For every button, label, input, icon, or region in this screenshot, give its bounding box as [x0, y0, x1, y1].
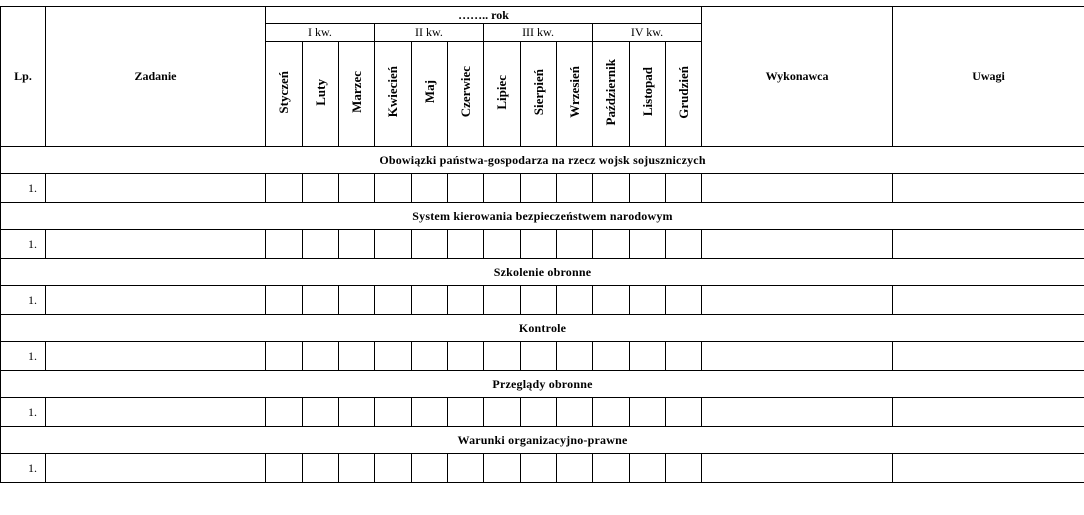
month-cell[interactable] — [630, 174, 666, 203]
remarks-header: Uwagi — [893, 7, 1084, 147]
task-cell[interactable] — [46, 398, 266, 427]
month-cell[interactable] — [339, 454, 375, 483]
remarks-cell[interactable] — [893, 454, 1084, 483]
month-cell[interactable] — [484, 286, 521, 315]
section-title: System kierowania bezpieczeństwem narodowym — [1, 203, 1084, 230]
month-cell[interactable] — [521, 454, 557, 483]
month-header — [521, 42, 557, 147]
plan-table — [0, 6, 1084, 483]
month-cell[interactable] — [412, 230, 448, 259]
month-cell[interactable] — [666, 342, 702, 371]
month-cell[interactable] — [448, 230, 484, 259]
section-title: Przeglądy obronne — [1, 371, 1084, 398]
month-cell[interactable] — [666, 398, 702, 427]
month-cell[interactable] — [630, 454, 666, 483]
month-label: Maj — [421, 80, 437, 104]
month-cell[interactable] — [339, 286, 375, 315]
month-cell[interactable] — [266, 342, 303, 371]
remarks-cell[interactable] — [893, 174, 1084, 203]
month-cell[interactable] — [630, 342, 666, 371]
month-cell[interactable] — [303, 342, 339, 371]
month-cell[interactable] — [557, 454, 593, 483]
table-row — [1, 286, 1084, 315]
month-cell[interactable] — [484, 398, 521, 427]
month-cell[interactable] — [666, 230, 702, 259]
month-label: Grudzień — [675, 65, 691, 119]
month-cell[interactable] — [412, 398, 448, 427]
month-label: Lipiec — [494, 74, 509, 110]
row-number: 1. — [1, 398, 46, 427]
plan-body — [1, 147, 1084, 483]
month-cell[interactable] — [630, 230, 666, 259]
month-cell[interactable] — [521, 342, 557, 371]
month-header — [303, 42, 339, 147]
section-row — [1, 203, 1084, 230]
month-label: Wrzesień — [566, 66, 582, 118]
month-cell[interactable] — [375, 174, 412, 203]
executor-cell[interactable] — [702, 454, 893, 483]
month-cell[interactable] — [339, 174, 375, 203]
month-cell[interactable] — [303, 398, 339, 427]
month-header — [266, 42, 303, 147]
executor-cell[interactable] — [702, 230, 893, 259]
month-cell[interactable] — [448, 342, 484, 371]
month-label: Luty — [312, 78, 328, 106]
month-cell[interactable] — [557, 230, 593, 259]
month-header — [339, 42, 375, 147]
task-cell[interactable] — [46, 286, 266, 315]
month-cell[interactable] — [303, 174, 339, 203]
month-cell[interactable] — [666, 174, 702, 203]
month-cell[interactable] — [484, 454, 521, 483]
month-cell[interactable] — [303, 454, 339, 483]
month-cell[interactable] — [521, 286, 557, 315]
month-label: Październik — [603, 58, 618, 126]
table-row — [1, 454, 1084, 483]
month-label: Listopad — [639, 67, 655, 117]
month-cell[interactable] — [303, 286, 339, 315]
month-label: Sierpień — [530, 68, 546, 116]
table-row — [1, 342, 1084, 371]
year-label: …….. rok — [458, 7, 509, 22]
row-number: 1. — [1, 230, 46, 259]
month-cell[interactable] — [266, 454, 303, 483]
month-cell[interactable] — [557, 286, 593, 315]
section-title: Kontrole — [1, 315, 1084, 342]
executor-cell[interactable] — [702, 286, 893, 315]
month-header — [666, 42, 702, 147]
task-cell[interactable] — [46, 174, 266, 203]
row-number: 1. — [1, 286, 46, 315]
section-row — [1, 259, 1084, 286]
table-row — [1, 174, 1084, 203]
month-cell[interactable] — [484, 174, 521, 203]
table-row — [1, 398, 1084, 427]
month-cell[interactable] — [593, 286, 630, 315]
month-cell[interactable] — [339, 398, 375, 427]
month-cell[interactable] — [412, 286, 448, 315]
section-row — [1, 371, 1084, 398]
month-cell[interactable] — [593, 454, 630, 483]
row-number: 1. — [1, 174, 46, 203]
section-row — [1, 427, 1084, 454]
month-cell[interactable] — [593, 230, 630, 259]
month-cell[interactable] — [521, 174, 557, 203]
remarks-cell[interactable] — [893, 342, 1084, 371]
executor-header: Wykonawca — [702, 7, 893, 147]
month-cell[interactable] — [593, 174, 630, 203]
month-cell[interactable] — [557, 342, 593, 371]
month-cell[interactable] — [448, 454, 484, 483]
month-cell[interactable] — [593, 342, 630, 371]
month-cell[interactable] — [666, 454, 702, 483]
month-cell[interactable] — [375, 454, 412, 483]
remarks-cell[interactable] — [893, 230, 1084, 259]
month-cell[interactable] — [375, 286, 412, 315]
section-title: Warunki organizacyjno-prawne — [1, 427, 1084, 454]
month-cell[interactable] — [484, 230, 521, 259]
lp-header: Lp. — [1, 7, 46, 147]
month-header — [412, 42, 448, 147]
month-cell[interactable] — [412, 342, 448, 371]
year-header — [266, 7, 702, 24]
quarter-header: I kw. — [266, 24, 375, 42]
month-cell[interactable] — [666, 286, 702, 315]
month-cell[interactable] — [339, 342, 375, 371]
remarks-cell[interactable] — [893, 286, 1084, 315]
section-title: Obowiązki państwa-gospodarza na rzecz wojsk sojuszniczych — [1, 147, 1084, 174]
executor-cell[interactable] — [702, 174, 893, 203]
task-header: Zadanie — [46, 7, 266, 147]
month-cell[interactable] — [412, 454, 448, 483]
month-cell[interactable] — [521, 398, 557, 427]
quarter-header: IV kw. — [593, 24, 702, 42]
task-cell[interactable] — [46, 454, 266, 483]
month-cell[interactable] — [484, 342, 521, 371]
remarks-cell[interactable] — [893, 398, 1084, 427]
row-number: 1. — [1, 454, 46, 483]
row-number: 1. — [1, 342, 46, 371]
month-cell[interactable] — [375, 230, 412, 259]
month-cell[interactable] — [521, 230, 557, 259]
month-cell[interactable] — [339, 230, 375, 259]
month-cell[interactable] — [266, 174, 303, 203]
month-label: Marzec — [348, 71, 364, 113]
quarter-header: III kw. — [484, 24, 593, 42]
month-cell[interactable] — [630, 398, 666, 427]
task-cell[interactable] — [46, 342, 266, 371]
section-row — [1, 147, 1084, 174]
month-cell[interactable] — [448, 174, 484, 203]
section-title: Szkolenie obronne — [1, 259, 1084, 286]
month-cell[interactable] — [593, 398, 630, 427]
month-cell[interactable] — [557, 174, 593, 203]
month-header — [557, 42, 593, 147]
month-header — [375, 42, 412, 147]
executor-cell[interactable] — [702, 342, 893, 371]
section-row — [1, 315, 1084, 342]
month-cell[interactable] — [266, 286, 303, 315]
month-cell[interactable] — [303, 230, 339, 259]
month-header — [484, 42, 521, 147]
month-cell[interactable] — [448, 398, 484, 427]
month-label: Czerwiec — [457, 66, 473, 118]
month-cell[interactable] — [266, 230, 303, 259]
month-cell[interactable] — [412, 174, 448, 203]
month-label: Kwiecień — [385, 66, 400, 118]
month-header — [593, 42, 630, 147]
month-header — [630, 42, 666, 147]
month-cell[interactable] — [630, 286, 666, 315]
month-cell[interactable] — [375, 398, 412, 427]
month-cell[interactable] — [448, 286, 484, 315]
task-cell[interactable] — [46, 230, 266, 259]
month-cell[interactable] — [557, 398, 593, 427]
table-row — [1, 230, 1084, 259]
month-cell[interactable] — [266, 398, 303, 427]
month-cell[interactable] — [375, 342, 412, 371]
quarter-header: II kw. — [375, 24, 484, 42]
executor-cell[interactable] — [702, 398, 893, 427]
month-header — [448, 42, 484, 147]
month-label: Styczeń — [276, 70, 291, 114]
